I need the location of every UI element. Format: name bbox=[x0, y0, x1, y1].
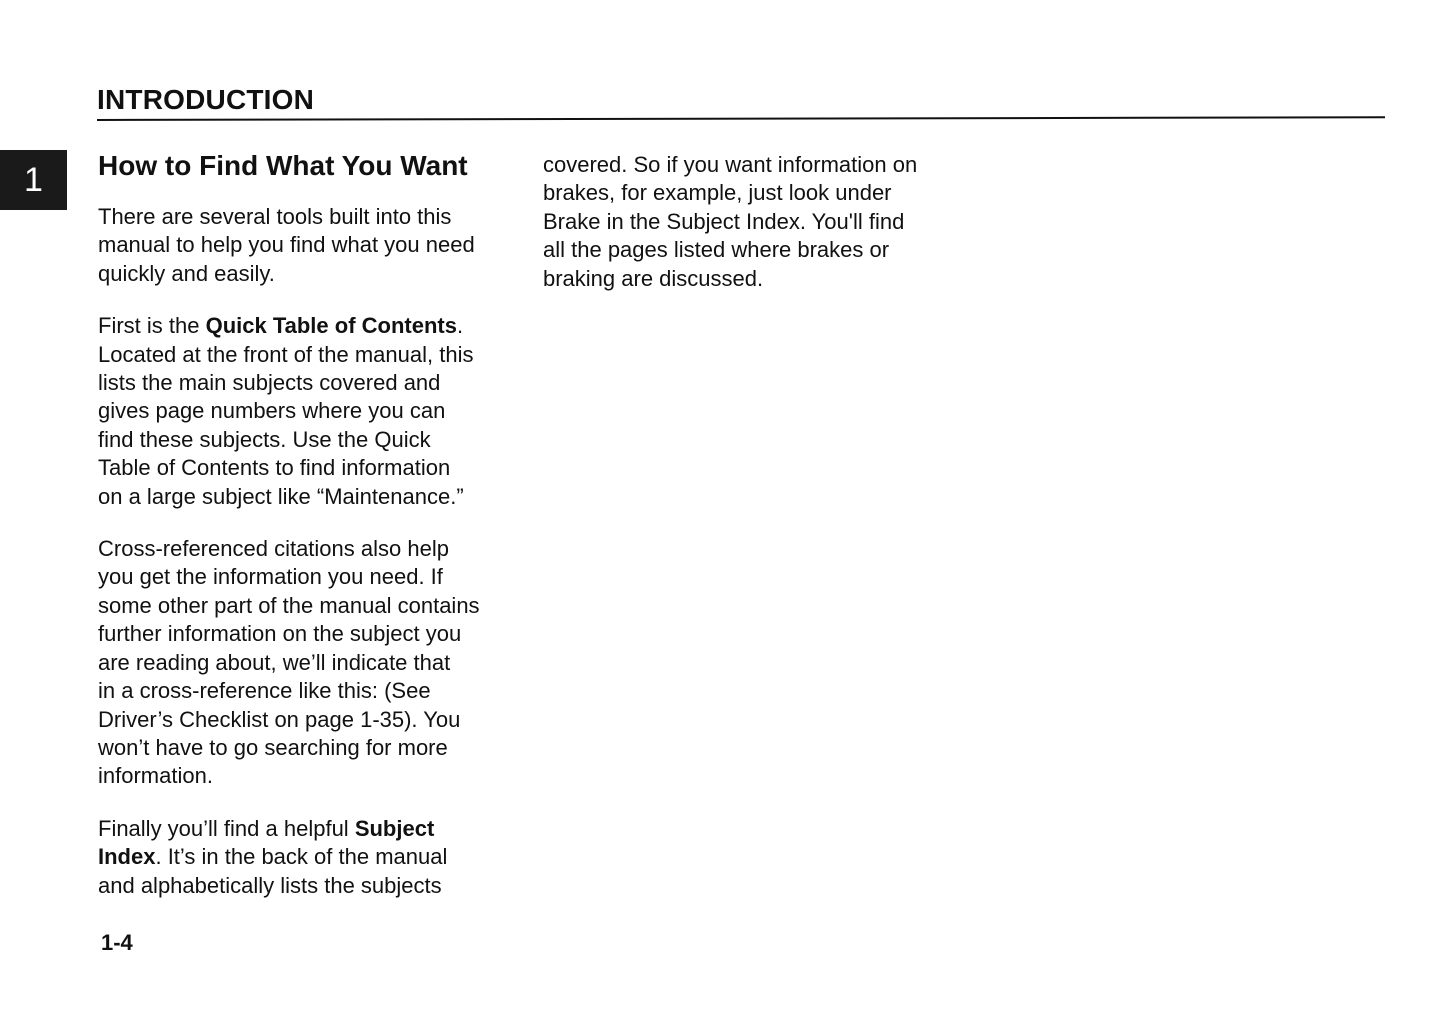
bold-term-quick-toc: Quick Table of Contents bbox=[205, 313, 457, 339]
left-column bbox=[98, 148, 518, 924]
text-line: gives page numbers where you can bbox=[98, 398, 446, 424]
paragraph-intro bbox=[98, 203, 518, 288]
text-line: information. bbox=[98, 763, 213, 789]
bold-term-subject: Subject bbox=[354, 815, 435, 841]
text-line: on a large subject like “Maintenance.” bbox=[98, 483, 464, 509]
text-line: Driver’s Checklist on page 1-35). You bbox=[98, 706, 461, 732]
text-line: Table of Contents to find information bbox=[98, 455, 451, 481]
text-line: brakes, for example, just look under bbox=[543, 180, 892, 206]
text-fragment: . It’s in the back of the manual bbox=[155, 844, 448, 870]
right-column bbox=[543, 151, 963, 317]
text-line: Brake in the Subject Index. You'll find bbox=[543, 208, 905, 234]
section-title: INTRODUCTION bbox=[97, 84, 315, 115]
text-line bbox=[98, 843, 518, 871]
paragraph-subject-index bbox=[98, 815, 518, 900]
text-line: in a cross-reference like this: (See bbox=[98, 678, 431, 704]
text-line: quickly and easily. bbox=[98, 260, 275, 286]
page-heading: How to Find What You Want bbox=[98, 150, 468, 181]
text-line bbox=[98, 815, 518, 843]
text-line: some other part of the manual contains bbox=[98, 592, 480, 618]
text-line: manual to help you find what you need bbox=[98, 232, 475, 258]
text-line: won’t have to go searching for more bbox=[98, 734, 448, 760]
text-line: covered. So if you want information on bbox=[543, 152, 918, 177]
text-line: all the pages listed where brakes or bbox=[543, 237, 890, 263]
text-line: Cross-referenced citations also help bbox=[98, 536, 449, 562]
text-line: further information on the subject you bbox=[98, 621, 462, 647]
paragraph-quick-toc bbox=[98, 312, 518, 511]
text-fragment: Finally you’ll find a helpful bbox=[98, 815, 355, 841]
page-number: 1-4 bbox=[101, 930, 133, 955]
title-rule bbox=[97, 116, 1385, 121]
text-line: and alphabetically lists the subjects bbox=[98, 872, 442, 898]
paragraph-cross-reference bbox=[98, 535, 518, 791]
text-line: Located at the front of the manual, this bbox=[98, 341, 474, 367]
text-line: lists the main subjects covered and bbox=[98, 370, 441, 396]
chapter-tab: 1 bbox=[0, 150, 67, 210]
text-line: There are several tools built into this bbox=[98, 204, 452, 229]
paragraph-continued bbox=[543, 151, 963, 293]
bold-term-index: Index bbox=[98, 844, 156, 870]
text-fragment: First is the bbox=[98, 313, 206, 339]
text-line: are reading about, we’ll indicate that bbox=[98, 649, 451, 675]
text-line: braking are discussed. bbox=[543, 265, 764, 291]
text-line: you get the information you need. If bbox=[98, 564, 443, 590]
text-line bbox=[98, 312, 518, 340]
text-fragment: . bbox=[456, 313, 464, 339]
text-line: find these subjects. Use the Quick bbox=[98, 426, 431, 452]
